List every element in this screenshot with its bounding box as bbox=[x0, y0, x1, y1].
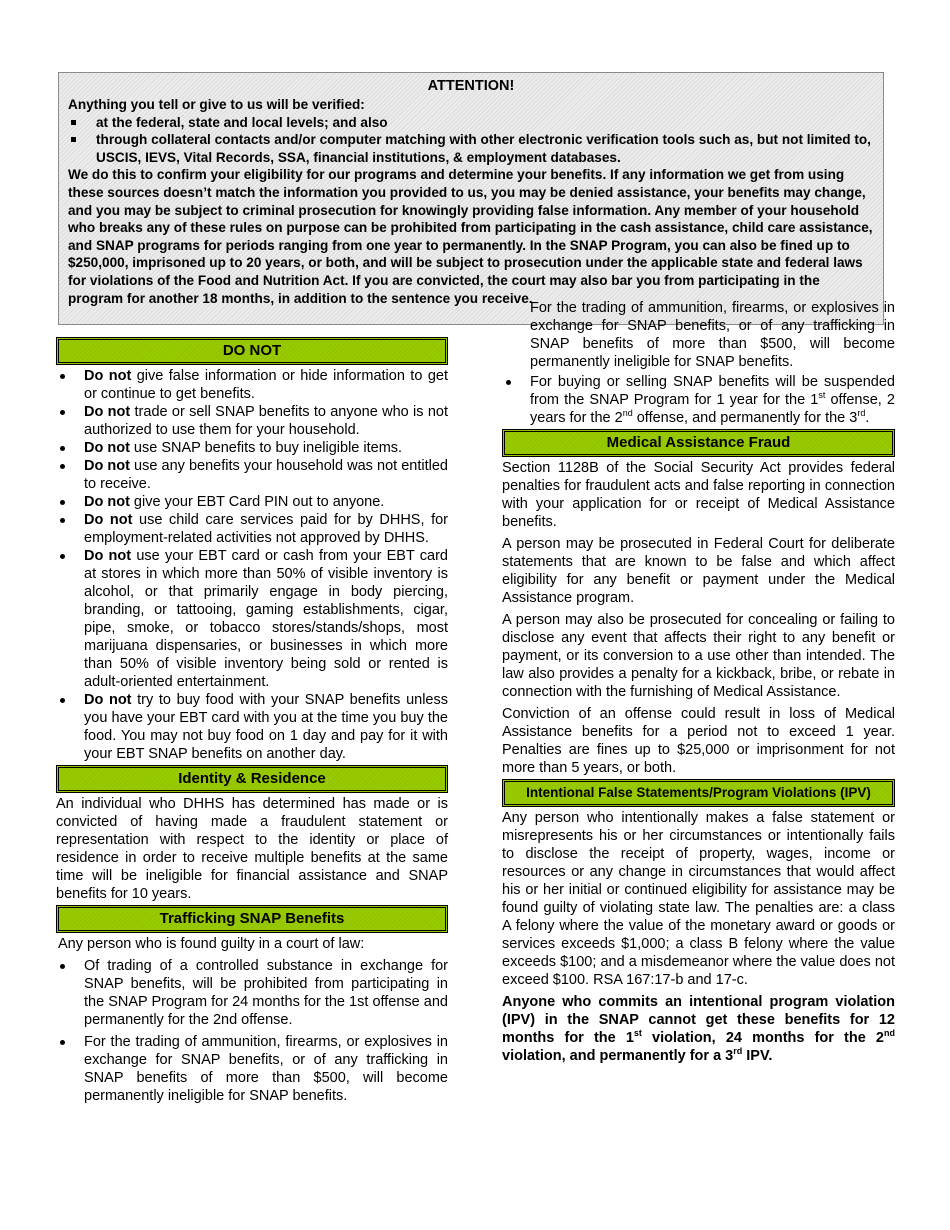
list-item: Do not trade or sell SNAP benefits to anyone who is not authorized to use them for your household. bbox=[56, 403, 448, 439]
left-column bbox=[56, 335, 449, 1104]
medical-fraud-header: Medical Assistance Fraud bbox=[502, 429, 895, 457]
list-item: Do not give false information or hide information to get or continue to get benefits. bbox=[56, 367, 448, 403]
trafficking-header: Trafficking SNAP Benefits bbox=[56, 905, 448, 933]
trafficking-continued: For the trading of ammunition, firearms, or explosives in exchange for SNAP benefits, or of any trafficking in SNAP benefits of more than $500, will become permanently ineligible for SNAP benefits. bbox=[530, 300, 895, 370]
identity-residence-header: Identity & Residence bbox=[56, 765, 448, 793]
medical-paragraph: A person may also be prosecuted for concealing or failing to disclose any event that affects their right to any benefit or payment, or its conversion to a use other than intended. The law also provides a penalty for a kickback, bribe, or rebate in connection with the furnishing of Medical Assistance. bbox=[502, 612, 895, 700]
attention-body: We do this to confirm your eligibility for our programs and determine your benefits. If any information we get from using these sources doesn’t match the information you provided to us, you may be denied assistance, your benefits may change, and you may be subject to criminal prosecution for knowingly providing false information. Any member of your household who breaks any of these rules on purpose can be prohibited from participating in the cash assistance, child care assistance, and SNAP programs for periods ranging from one year to permanently. In the SNAP Program, you can also be fined up to $250,000, imprisoned up to 20 years, or both, and will be subject to prosecution under the applicable state and federal laws for violations of the Food and Nutrition Act. If you are convicted, the court may also bar you from participating in the program for another 18 months, in addition to the sentence you receive. bbox=[68, 167, 873, 306]
medical-paragraph: Section 1128B of the Social Security Act provides federal penalties for fraudulent acts and false reporting in connection with your application for or receipt of Medical Assistance benefits. bbox=[502, 460, 895, 530]
attention-title: ATTENTION! bbox=[427, 78, 515, 94]
list-item: Do not use child care services paid for by DHHS, for employment-related activities not approved by DHHS. bbox=[56, 511, 448, 547]
attention-bullet-list bbox=[68, 114, 874, 167]
attention-bullet: at the federal, state and local levels; and also bbox=[68, 114, 874, 132]
list-item: For buying or selling SNAP benefits will be suspended from the SNAP Program for 1 year for the 1st offense, 2 years for the 2nd offense, and permanently for the 3rd. bbox=[502, 373, 895, 427]
list-item: Of trading of a controlled substance in exchange for SNAP benefits, will be prohibited from participating in the SNAP Program for 24 months for the 1st offense and permanently for the 2nd offense. bbox=[56, 957, 448, 1029]
ipv-text: Any person who intentionally makes a false statement or misrepresents his or her circumstances or intentionally fails to disclose the receipt of property, wages, income or resources or any change in circumstances that would affect his or her initial or continued eligibility for assistance may be found guilty of violating state law. The penalties are: a class A felony where the value of the monetary award or goods or services exceeds $1,000; a class B felony where the value exceeds $100; and a misdemeanor where the value does not exceed $100. RSA 167:17-b and 17-c. bbox=[502, 810, 895, 988]
list-item: Do not use your EBT card or cash from your EBT card at stores in which more than 50% of visible inventory is alcohol, or that primarily engage in body piercing, branding, or tattooing, gaming establishments, cigar, pipe, smoke, or tobacco stores/stands/shops, most marijuana dispensaries, or businesses in which more than 50% of visible inventory being sold or rented is adult-oriented entertainment. bbox=[56, 547, 448, 691]
attention-intro: Anything you tell or give to us will be verified: bbox=[68, 97, 365, 112]
ipv-header: Intentional False Statements/Program Violations (IPV) bbox=[502, 779, 895, 807]
attention-box bbox=[58, 72, 884, 325]
list-item: Do not use any benefits your household was not entitled to receive. bbox=[56, 457, 448, 493]
medical-paragraph: Conviction of an offense could result in loss of Medical Assistance benefits for a period not to exceed 1 year. Penalties are fines up to $25,000 or imprisonment for not more than 5 years, or both. bbox=[502, 706, 895, 776]
do-not-list bbox=[56, 367, 448, 763]
list-item: Do not try to buy food with your SNAP benefits unless you have your EBT card with you at the time you buy the food. You may not buy food on 1 day and pay for it with your EBT SNAP benefits on another day. bbox=[56, 691, 448, 763]
list-item: Do not use SNAP benefits to buy ineligible items. bbox=[56, 439, 448, 457]
medical-paragraph: A person may be prosecuted in Federal Court for deliberate statements that are known to be false and which affect eligibility for any benefit or payment under the Medical Assistance program. bbox=[502, 536, 895, 606]
trafficking-list bbox=[56, 957, 448, 1104]
identity-residence-text: An individual who DHHS has determined has made or is convicted of having made a fraudulent statement or representation with respect to the identity or place of residence in order to receive multiple benefits at the same time will be ineligible for financial assistance and SNAP benefits for 10 years. bbox=[56, 796, 448, 902]
ipv-bold-notice: Anyone who commits an intentional program violation (IPV) in the SNAP cannot get these benefits for 12 months for the 1st violation, 24 months for the 2nd violation, and permanently for a 3rd IPV. bbox=[502, 994, 895, 1064]
do-not-header: DO NOT bbox=[56, 337, 448, 365]
attention-bullet: through collateral contacts and/or computer matching with other electronic verification tools such as, but not limited to, USCIS, IEVS, Vital Records, SSA, financial institutions, & employment databases. bbox=[68, 131, 874, 166]
trafficking-list-continued bbox=[502, 373, 895, 427]
trafficking-intro: Any person who is found guilty in a court of law: bbox=[58, 936, 365, 952]
list-item: For the trading of ammunition, firearms, or explosives in exchange for SNAP benefits, or of any trafficking in SNAP benefits of more than $500, will become permanently ineligible for SNAP benefits. bbox=[56, 1033, 448, 1069]
list-item: Do not give your EBT Card PIN out to anyone. bbox=[56, 493, 448, 511]
right-column bbox=[502, 300, 896, 1065]
